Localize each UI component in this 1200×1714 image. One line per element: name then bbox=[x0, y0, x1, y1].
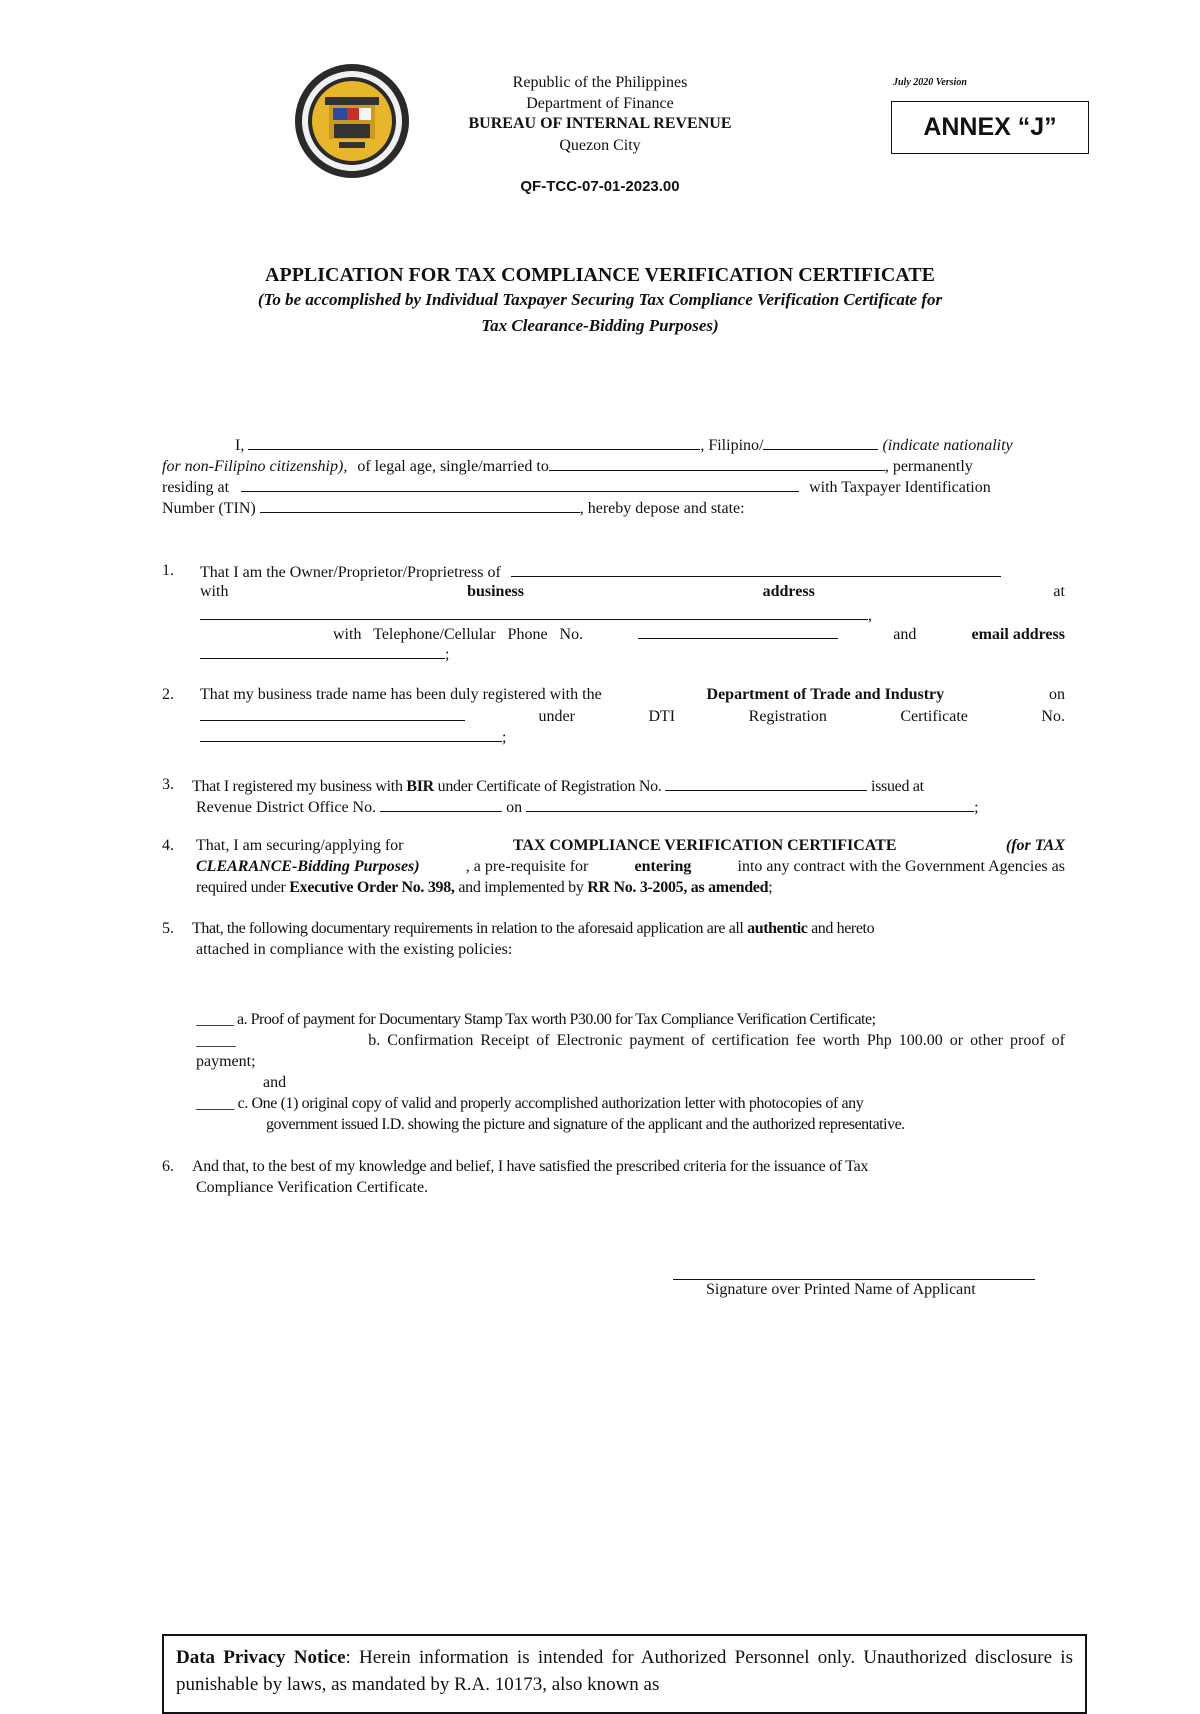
form-subtitle-1: (To be accomplished by Individual Taxpayer Securing Tax Compliance Verification Certificate for bbox=[257, 290, 943, 309]
intro-permanently: , permanently bbox=[884, 458, 973, 475]
requirement-and: and bbox=[263, 1074, 287, 1091]
dti-date-field[interactable] bbox=[200, 706, 465, 721]
item4-line-1 bbox=[196, 837, 1065, 855]
email-field[interactable] bbox=[200, 644, 445, 659]
item3-text-b: under Certificate of Registration No. bbox=[437, 778, 662, 795]
item4-semi: ; bbox=[768, 879, 773, 896]
item1-address: address bbox=[762, 583, 815, 600]
item5-line-2: attached in compliance with the existing policies: bbox=[196, 941, 513, 958]
item4-number: 4. bbox=[162, 837, 174, 854]
item2-semi: ; bbox=[502, 729, 507, 746]
form-title: APPLICATION FOR TAX COMPLIANCE VERIFICATION CERTIFICATE bbox=[265, 264, 935, 286]
signature-line[interactable] bbox=[673, 1279, 1035, 1280]
item2-text: That my business trade name has been duly registered with the bbox=[200, 686, 602, 703]
intro-depose: , hereby depose and state: bbox=[579, 500, 745, 517]
intro-line-2 bbox=[162, 456, 973, 476]
item2-no: No. bbox=[1041, 708, 1065, 725]
item2-dti-short: DTI bbox=[648, 708, 676, 725]
dti-number-field[interactable] bbox=[200, 727, 502, 742]
item2-certificate: Certificate bbox=[900, 708, 968, 725]
intro-line-3 bbox=[162, 477, 991, 497]
intro-filipino: , Filipino/ bbox=[700, 437, 764, 454]
intro-residing: residing at bbox=[162, 479, 230, 496]
name-field[interactable] bbox=[248, 435, 700, 450]
item3-semi: ; bbox=[974, 799, 979, 816]
item2-under: under bbox=[538, 708, 575, 725]
item6-line-1: And that, to the best of my knowledge and belief, I have satisfied the prescribed criteria for the issuance of Tax bbox=[192, 1158, 869, 1175]
item1-business: business bbox=[467, 583, 524, 600]
item1-text: That I am the Owner/Proprietor/Proprietress of bbox=[200, 564, 501, 581]
item4-text-b: , a pre-requisite for bbox=[465, 858, 589, 875]
privacy-text: : Herein information is intended for Authorized Personnel only. Unauthorized disclosure is punishable by laws, as mandated by R.A. 10173, also known as bbox=[176, 1647, 1073, 1695]
business-address-field[interactable] bbox=[200, 605, 868, 620]
header-bureau: BUREAU OF INTERNAL REVENUE bbox=[468, 115, 732, 132]
item2-registration: Registration bbox=[748, 708, 827, 725]
requirement-a-text: a. Proof of payment for Documentary Stamp Tax worth P30.00 for Tax Compliance Verification Certificate; bbox=[237, 1011, 876, 1028]
item1-line-4 bbox=[333, 624, 1065, 644]
spouse-field[interactable] bbox=[549, 456, 885, 471]
data-privacy-notice bbox=[162, 1634, 1087, 1714]
item1-line-5 bbox=[200, 644, 449, 664]
item6-number: 6. bbox=[162, 1158, 174, 1175]
requirement-c bbox=[196, 1095, 863, 1113]
intro-indicate: (indicate nationality bbox=[882, 437, 1013, 454]
item4-clearance: CLEARANCE-Bidding Purposes) bbox=[196, 858, 420, 875]
intro-line-1 bbox=[235, 435, 1013, 455]
item3-bir: BIR bbox=[406, 778, 434, 795]
annex-box: ANNEX “J” bbox=[891, 101, 1089, 154]
item1-with: with bbox=[200, 583, 229, 600]
nationality-field[interactable] bbox=[763, 435, 878, 450]
item1-phone: with Telephone/Cellular Phone No. bbox=[333, 626, 584, 643]
item6-line-2: Compliance Verification Certificate. bbox=[196, 1179, 429, 1196]
item1-semi: ; bbox=[445, 646, 450, 663]
item5-number: 5. bbox=[162, 920, 174, 937]
item3-line-2 bbox=[196, 797, 979, 817]
item5-authentic: authentic bbox=[747, 920, 808, 937]
item3-number: 3. bbox=[162, 776, 174, 793]
item4-line-3 bbox=[196, 879, 772, 897]
version-label: July 2020 Version bbox=[893, 77, 967, 88]
header-department: Department of Finance bbox=[526, 95, 674, 112]
item2-on: on bbox=[1049, 686, 1065, 703]
header-city: Quezon City bbox=[559, 137, 641, 154]
cor-number-field[interactable] bbox=[665, 776, 867, 791]
phone-field[interactable] bbox=[638, 624, 838, 639]
item4-line-2 bbox=[196, 858, 1065, 876]
item4-text-c: into any contract with the Government Agencies as bbox=[737, 858, 1065, 875]
item3-line-1 bbox=[192, 776, 924, 796]
requirement-a bbox=[196, 1011, 876, 1029]
item2-number: 2. bbox=[162, 686, 174, 703]
signature-label: Signature over Printed Name of Applicant bbox=[706, 1281, 976, 1298]
intro-non-filipino: for non-Filipino citizenship), bbox=[162, 458, 348, 475]
item3-text-a: That I registered my business with bbox=[192, 778, 403, 795]
requirement-b-cont: payment; bbox=[196, 1053, 256, 1070]
intro-legal-age: of legal age, single/married to bbox=[357, 458, 549, 475]
intro-number-tin: Number (TIN) bbox=[162, 500, 256, 517]
item1-email: email address bbox=[971, 626, 1065, 643]
business-name-field[interactable] bbox=[511, 562, 1001, 577]
item4-tcvc: TAX COMPLIANCE VERIFICATION CERTIFICATE bbox=[512, 837, 897, 854]
residence-field[interactable] bbox=[241, 477, 799, 492]
requirement-c-check[interactable]: _____ bbox=[196, 1095, 235, 1112]
rdo-field[interactable] bbox=[380, 797, 502, 812]
privacy-label: Data Privacy Notice bbox=[176, 1647, 346, 1668]
intro-with-tin: with Taxpayer Identification bbox=[809, 479, 991, 496]
item1-line-2 bbox=[200, 583, 1065, 601]
header-republic: Republic of the Philippines bbox=[512, 74, 688, 91]
registration-date-field[interactable] bbox=[526, 797, 974, 812]
item4-text-a: That, I am securing/applying for bbox=[196, 837, 404, 854]
form-code: QF-TCC-07-01-2023.00 bbox=[520, 178, 680, 195]
item4-rr: RR No. 3-2005, as amended bbox=[587, 879, 769, 896]
requirement-c-text: c. One (1) original copy of valid and properly accomplished authorization letter with photocopies of any bbox=[237, 1095, 864, 1112]
item2-line-3 bbox=[200, 727, 506, 747]
item4-entering: entering bbox=[634, 858, 692, 875]
requirement-b bbox=[196, 1032, 1065, 1050]
item4-text-e: and implemented by bbox=[458, 879, 584, 896]
item2-line-1 bbox=[200, 686, 1065, 704]
requirement-b-text: b. Confirmation Receipt of Electronic payment of certification fee worth Php 100.00 or other proof of bbox=[368, 1032, 1065, 1049]
item2-line-2 bbox=[200, 706, 1065, 726]
item3-rdo: Revenue District Office No. bbox=[196, 799, 377, 816]
tin-field[interactable] bbox=[260, 498, 580, 513]
item3-issued: issued at bbox=[870, 778, 924, 795]
item1-and: and bbox=[893, 626, 917, 643]
intro-i: I, bbox=[235, 437, 245, 454]
item3-on: on bbox=[506, 799, 523, 816]
intro-line-4 bbox=[162, 498, 745, 518]
item1-number: 1. bbox=[162, 562, 174, 579]
form-subtitle-2: Tax Clearance-Bidding Purposes) bbox=[481, 316, 719, 335]
item2-dti: Department of Trade and Industry bbox=[706, 686, 945, 703]
item4-text-d: required under bbox=[196, 879, 286, 896]
item1-line-1 bbox=[200, 562, 1001, 582]
item5-text-b: and hereto bbox=[811, 920, 875, 937]
item1-at: at bbox=[1053, 583, 1065, 600]
item4-eo: Executive Order No. 398, bbox=[289, 879, 455, 896]
item1-comma: , bbox=[868, 607, 872, 624]
item4-for-tax: (for TAX bbox=[1005, 837, 1065, 854]
requirement-b-check[interactable]: _____ bbox=[196, 1032, 236, 1049]
item5-line-1 bbox=[192, 920, 874, 938]
requirement-c-cont: government issued I.D. showing the picture and signature of the applicant and the authorized representative. bbox=[266, 1116, 905, 1133]
requirement-a-check[interactable]: _____ bbox=[196, 1011, 234, 1028]
item1-line-3 bbox=[200, 605, 872, 625]
item5-text-a: That, the following documentary requirements in relation to the aforesaid application are all bbox=[192, 920, 744, 937]
